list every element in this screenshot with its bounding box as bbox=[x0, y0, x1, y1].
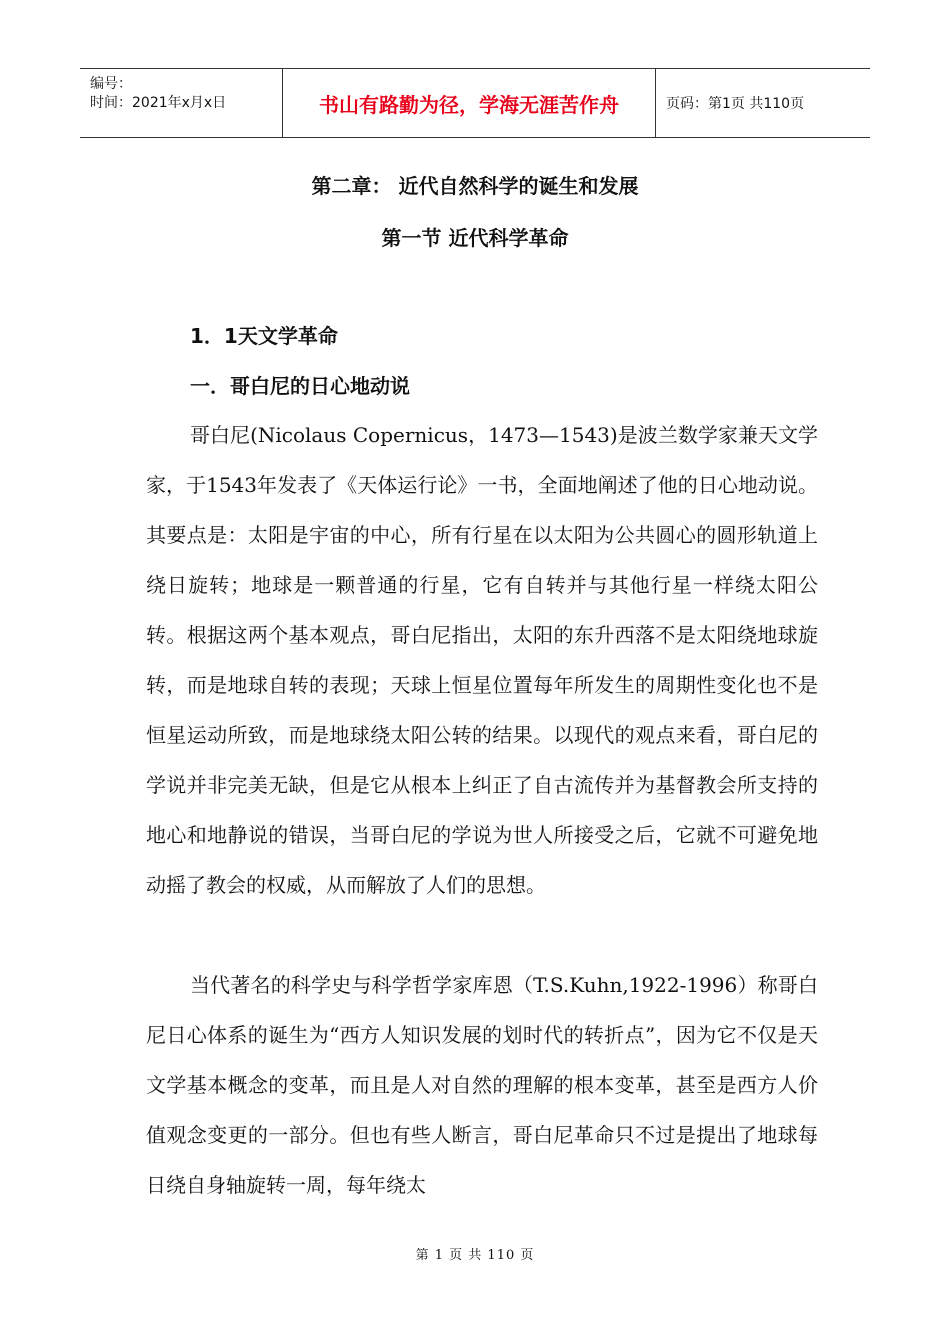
header-motto: 书山有路勤为径，学海无涯苦作舟 bbox=[282, 69, 656, 137]
document-header bbox=[80, 68, 870, 138]
number-label: 编号： bbox=[90, 76, 132, 92]
heading-copernicus: 一．哥白尼的日心地动说 bbox=[190, 374, 410, 398]
header-page-info: 页码：第1页 共110页 bbox=[666, 96, 805, 112]
chapter-title: 第二章： 近代自然科学的诞生和发展 bbox=[311, 174, 639, 198]
time-label: 时间：2021年x月x日 bbox=[90, 95, 227, 111]
body-paragraph: 哥白尼(Nicolaus Copernicus，1473—1543)是波兰数学家兼天文学家，于1543年发表了《天体运行论》一书，全面地阐述了他的日心地动说。其要点是：太阳是宇宙的中心，所有行星在以太阳为公共圆心的圆形轨道上绕日旋转；地球是一颗普通的行星，它有自转并与其他行星一样绕太阳公转。根据这两个基本观点，哥白尼指出，太阳的东升西落不是太阳绕地球旋转，而是地球自转的表现；天球上恒星位置每年所发生的周期性变化也不是恒星运动所致，而是地球绕太阳公转的结果。以现代的观点来看，哥白尼的学说并非完美无缺，但是它从根本上纠正了自古流传并为基督教会所支持的地心和地静说的错误，当哥白尼的学说为世人所接受之后，它就不可避免地动摇了教会的权威，从而解放了人们的思想。 bbox=[146, 423, 818, 897]
body-paragraph: 当代著名的科学史与科学哲学家库恩（T.S.Kuhn,1922-1996）称哥白尼日心体系的诞生为“西方人知识发展的划时代的转折点”，因为它不仅是天文学基本概念的变革，而且是人对自然的理解的根本变革，甚至是西方人价值观念变更的一部分。但也有些人断言，哥白尼革命只不过是提出了地球每日绕自身轴旋转一周，每年绕太 bbox=[146, 973, 818, 1197]
header-meta bbox=[80, 69, 282, 137]
page-footer: 第 1 页 共 110 页 bbox=[415, 1248, 535, 1263]
subsection-title: 1．1天文学革命 bbox=[190, 324, 338, 348]
section-title: 第一节 近代科学革命 bbox=[381, 226, 569, 250]
